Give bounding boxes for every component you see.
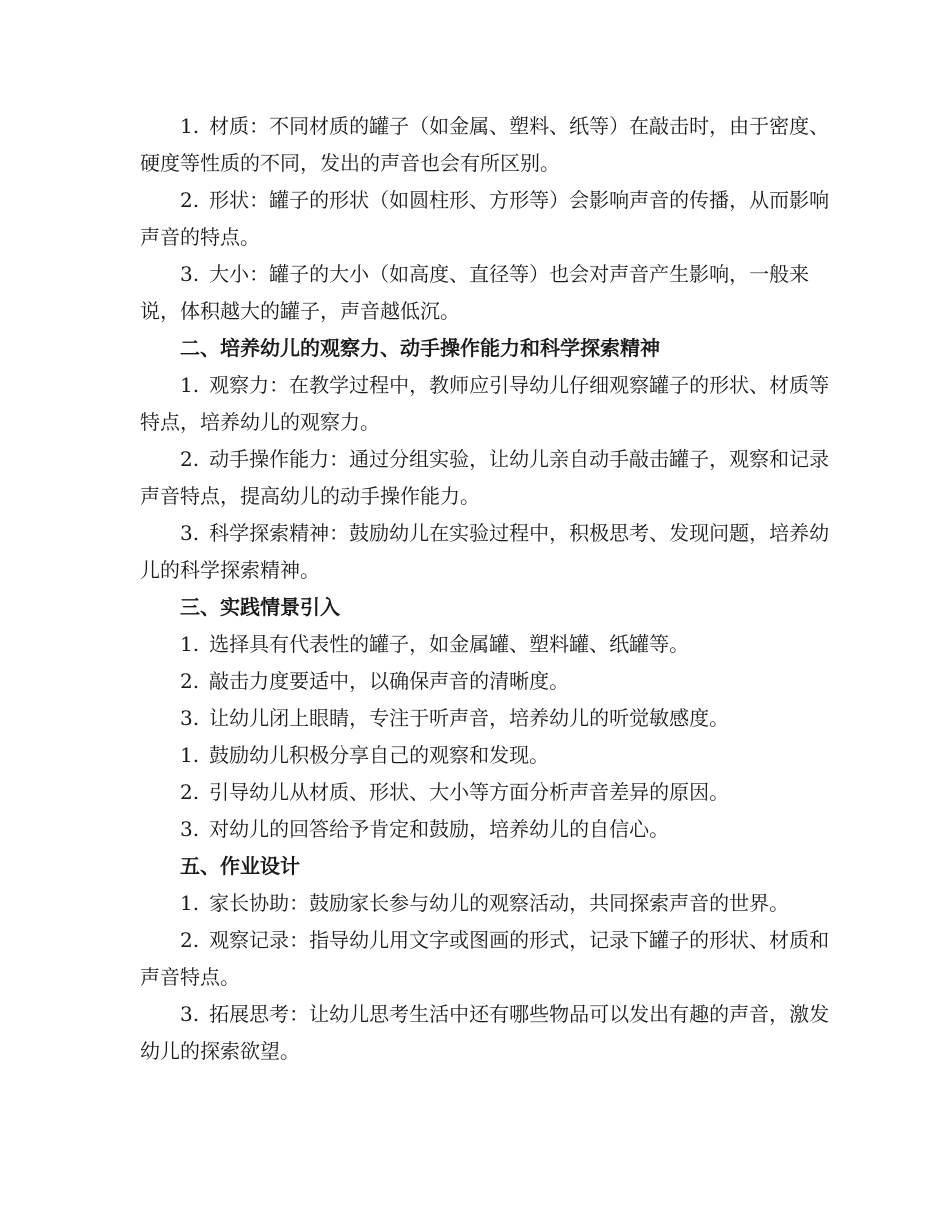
list-item-text: 材质：不同材质的罐子（如金属、塑料、纸等）在敲击时，由于密度、硬度等性质的不同，发出的声音也会有所区别。 (140, 114, 830, 175)
list-item (140, 922, 830, 996)
list-item-text: 对幼儿的回答给予肯定和鼓励，培养幼儿的自信心。 (209, 817, 670, 841)
list-item-number: 2. (180, 447, 200, 471)
document-body (140, 108, 830, 1070)
list-item (140, 737, 830, 774)
list-item (140, 256, 830, 330)
section-heading: 三、实践情景引入 (180, 595, 340, 619)
list-item-number: 2. (180, 669, 200, 693)
list-item-number: 3. (180, 706, 200, 730)
list-item (140, 663, 830, 700)
list-item-text: 大小：罐子的大小（如高度、直径等）也会对声音产生影响，一般来说，体积越大的罐子，声音越低沉。 (140, 262, 810, 323)
list-item-text: 科学探索精神：鼓励幼儿在实验过程中，积极思考、发现问题，培养幼儿的科学探索精神。 (140, 521, 830, 582)
list-item-text: 让幼儿闭上眼睛，专注于听声音，培养幼儿的听觉敏感度。 (209, 706, 730, 730)
list-item (140, 996, 830, 1070)
list-item (140, 367, 830, 441)
list-item (140, 515, 830, 589)
list-item-number: 2. (180, 928, 200, 952)
list-item-text: 选择具有代表性的罐子，如金属罐、塑料罐、纸罐等。 (209, 632, 690, 656)
section-heading: 五、作业设计 (180, 854, 300, 878)
list-item-number: 3. (180, 817, 200, 841)
list-item-text: 家长协助：鼓励家长参与幼儿的观察活动，共同探索声音的世界。 (209, 891, 790, 915)
list-item-text: 拓展思考：让幼儿思考生活中还有哪些物品可以发出有趣的声音，激发幼儿的探索欲望。 (140, 1002, 830, 1063)
list-item-number: 1. (180, 891, 200, 915)
list-item-number: 2. (180, 188, 200, 212)
list-item-number: 3. (180, 521, 200, 545)
list-item-text: 观察记录：指导幼儿用文字或图画的形式，记录下罐子的形状、材质和声音特点。 (140, 928, 830, 989)
list-item-number: 1. (180, 114, 200, 138)
list-item-text: 鼓励幼儿积极分享自己的观察和发现。 (209, 743, 550, 767)
list-item-number: 3. (180, 1002, 200, 1026)
list-item-number: 1. (180, 632, 200, 656)
section-heading: 二、培养幼儿的观察力、动手操作能力和科学探索精神 (180, 336, 660, 360)
list-item (140, 700, 830, 737)
list-item-text: 观察力：在教学过程中，教师应引导幼儿仔细观察罐子的形状、材质等特点，培养幼儿的观察力。 (140, 373, 830, 434)
list-item (140, 774, 830, 811)
list-item-number: 1. (180, 373, 200, 397)
list-item-number: 1. (180, 743, 200, 767)
list-item (140, 811, 830, 848)
list-item-text: 引导幼儿从材质、形状、大小等方面分析声音差异的原因。 (209, 780, 730, 804)
list-item (140, 108, 830, 182)
list-item-text: 敲击力度要适中，以确保声音的清晰度。 (209, 669, 570, 693)
list-item (140, 441, 830, 515)
list-item (140, 182, 830, 256)
list-item-number: 2. (180, 780, 200, 804)
list-item (140, 626, 830, 663)
list-item-text: 形状：罐子的形状（如圆柱形、方形等）会影响声音的传播，从而影响声音的特点。 (140, 188, 830, 249)
list-item-number: 3. (180, 262, 200, 286)
list-item (140, 885, 830, 922)
list-item-text: 动手操作能力：通过分组实验，让幼儿亲自动手敲击罐子，观察和记录声音特点，提高幼儿的动手操作能力。 (140, 447, 830, 508)
